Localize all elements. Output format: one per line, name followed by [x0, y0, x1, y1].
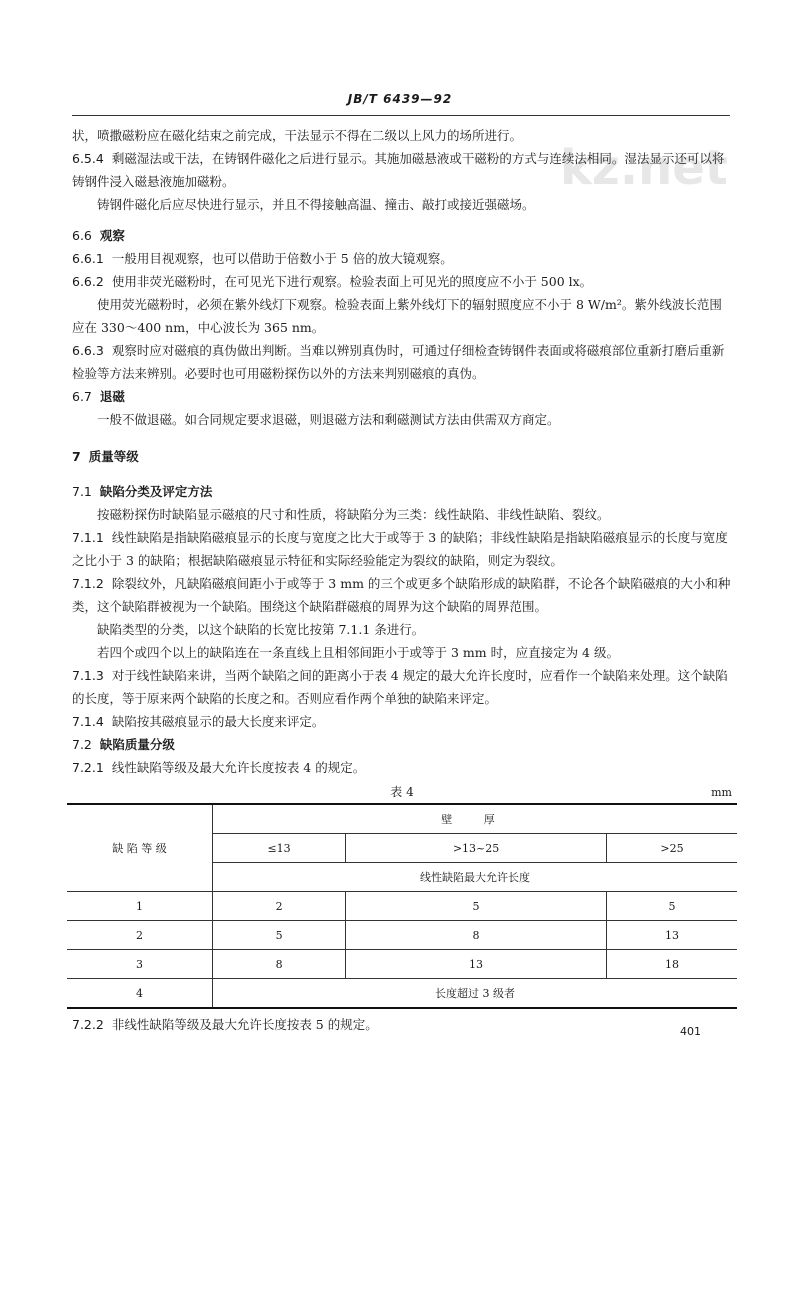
- paragraph: [72, 247, 732, 270]
- heading-text: 缺陷质量分级: [99, 737, 175, 752]
- section-number: 6.6: [72, 228, 92, 243]
- paragraph-text: 除裂纹外，凡缺陷磁痕间距小于或等于 3 mm 的三个或更多个缺陷形成的缺陷群，不论各个缺陷磁痕的大小和种类，这个缺陷群被视为一个缺陷。围绕这个缺陷群磁痕的周界为这个缺陷的周界范围。: [72, 576, 731, 614]
- section-number: 7.1: [72, 484, 92, 499]
- table-title: 表 4: [390, 785, 414, 799]
- table-cell: 5: [346, 892, 607, 921]
- paragraph-text: 对于线性缺陷来讲，当两个缺陷之间的距离小于表 4 规定的最大允许长度时，应看作一个缺陷来处理。这个缺陷的长度，等于原来两个缺陷的长度之和。否则应看作两个单独的缺陷来评定。: [72, 668, 728, 706]
- table-cell: 13: [346, 950, 607, 979]
- paragraph: [72, 664, 732, 710]
- row-header-cell: [67, 804, 213, 892]
- paragraph: 铸钢件磁化后应尽快进行显示，并且不得接触高温、撞击、敲打或接近强磁场。: [97, 197, 535, 212]
- table-row: [67, 892, 737, 921]
- table-cell: 5: [213, 921, 346, 950]
- table-row: [67, 921, 737, 950]
- section-number: 6.7: [72, 389, 92, 404]
- paragraph-text: 线性缺陷是指缺陷磁痕显示的长度与宽度之比大于或等于 3 的缺陷；非线性缺陷是指缺陷磁痕显示的长度与宽度之比小于 3 的缺陷；根据缺陷磁痕显示特征和实际经验能定为裂纹的缺陷，则定为裂纹。: [72, 530, 728, 568]
- paragraph: [72, 756, 732, 779]
- grade-cell: 3: [67, 950, 213, 979]
- paragraph: [72, 339, 732, 385]
- page-number: 401: [680, 1025, 701, 1038]
- heading-text: 观察: [99, 228, 125, 243]
- table-cell: 18: [606, 950, 737, 979]
- section-number: 7.2.1: [72, 760, 104, 775]
- grade-cell: 1: [67, 892, 213, 921]
- section-number: 7.1.3: [72, 668, 104, 683]
- section-heading: [72, 385, 732, 408]
- heading-text: 质量等级: [88, 449, 139, 464]
- section-number: 7: [72, 449, 81, 464]
- paragraph: [72, 270, 732, 293]
- section-heading: [72, 733, 732, 756]
- table-cell: 13: [606, 921, 737, 950]
- paragraph-text: 非线性缺陷等级及最大允许长度按表 5 的规定。: [111, 1017, 378, 1032]
- document-body: [72, 124, 732, 1036]
- paragraph: [72, 572, 732, 618]
- defect-grade-table: [67, 803, 737, 1009]
- paragraph-text: 观察时应对磁痕的真伪做出判断。当难以辨别真伪时，可通过仔细检查铸钢件表面或将磁痕部位重新打磨后重新检验等方法来辨别。必要时也可用磁粉探伤以外的方法来判别磁痕的真伪。: [72, 343, 725, 381]
- table-unit: mm: [711, 786, 732, 799]
- heading-text: 缺陷分类及评定方法: [99, 484, 213, 499]
- section-number: 7.2: [72, 737, 92, 752]
- section-number: 7.1.2: [72, 576, 104, 591]
- paragraph-text: 线性缺陷等级及最大允许长度按表 4 的规定。: [111, 760, 366, 775]
- section-number: 6.6.3: [72, 343, 104, 358]
- table-cell: 长度超过 3 级者: [213, 979, 738, 1009]
- paragraph-text: 使用非荧光磁粉时，在可见光下进行观察。检验表面上可见光的照度应不小于 500 lx。: [111, 274, 593, 289]
- section-number: 7.1.4: [72, 714, 104, 729]
- table-cell: 8: [213, 950, 346, 979]
- chapter-heading: [72, 445, 732, 468]
- heading-text: 退磁: [99, 389, 125, 404]
- section-number: 6.6.1: [72, 251, 104, 266]
- section-heading: [72, 224, 732, 247]
- table-cell: 5: [606, 892, 737, 921]
- paragraph: 按磁粉探伤时缺陷显示磁痕的尺寸和性质，将缺陷分为三类：线性缺陷、非线性缺陷、裂纹。: [97, 507, 610, 522]
- subheader-cell: 线性缺陷最大允许长度: [213, 863, 738, 892]
- section-number: 6.6.2: [72, 274, 104, 289]
- document-header: JB/T 6439—92: [347, 92, 453, 106]
- paragraph: 使用荧光磁粉时，必须在紫外线灯下观察。检验表面上紫外线灯下的辐射照度应不小于 8 W/m²。紫外线波长范围应在 330～400 nm，中心波长为 365 nm。: [72, 297, 722, 335]
- paragraph: 缺陷类型的分类，以这个缺陷的长宽比按第 7.1.1 条进行。: [97, 622, 425, 637]
- paragraph-text: 一般用目视观察，也可以借助于倍数小于 5 倍的放大镜观察。: [111, 251, 453, 266]
- header-rule: [72, 115, 730, 116]
- table-row: [67, 950, 737, 979]
- paragraph-text: 剩磁湿法或干法，在铸钢件磁化之后进行显示。其施加磁悬液或干磁粉的方式与连续法相同。湿法显示还可以将铸钢件浸入磁悬液施加磁粉。: [72, 151, 725, 189]
- paragraph: [72, 147, 732, 193]
- table-row: [67, 804, 737, 834]
- paragraph: 状，喷撒磁粉应在磁化结束之前完成，干法显示不得在二级以上风力的场所进行。: [72, 128, 523, 143]
- section-number: 7.2.2: [72, 1017, 104, 1032]
- paragraph-text: 缺陷按其磁痕显示的最大长度来评定。: [111, 714, 325, 729]
- paragraph: [72, 1013, 732, 1036]
- header-text: 壁 厚: [441, 812, 509, 826]
- table-caption: [72, 781, 732, 803]
- column-header: >25: [606, 834, 737, 863]
- column-header: ≤13: [213, 834, 346, 863]
- table-row: [67, 979, 737, 1009]
- paragraph: [72, 710, 732, 733]
- grade-cell: 4: [67, 979, 213, 1009]
- paragraph: 若四个或四个以上的缺陷连在一条直线上且相邻间距小于或等于 3 mm 时，应直接定为 4 级。: [97, 645, 619, 660]
- section-number: 7.1.1: [72, 530, 104, 545]
- row-header: 缺 陷 等 级: [112, 841, 167, 855]
- paragraph: 一般不做退磁。如合同规定要求退磁，则退磁方法和剩磁测试方法由供需双方商定。: [97, 412, 560, 427]
- wall-thickness-header: [213, 804, 738, 834]
- section-heading: [72, 480, 732, 503]
- section-number: 6.5.4: [72, 151, 104, 166]
- table-cell: 8: [346, 921, 607, 950]
- table-cell: 2: [213, 892, 346, 921]
- paragraph: [72, 526, 732, 572]
- watermark-logo: kz.net: [560, 140, 728, 196]
- column-header: >13~25: [346, 834, 607, 863]
- grade-cell: 2: [67, 921, 213, 950]
